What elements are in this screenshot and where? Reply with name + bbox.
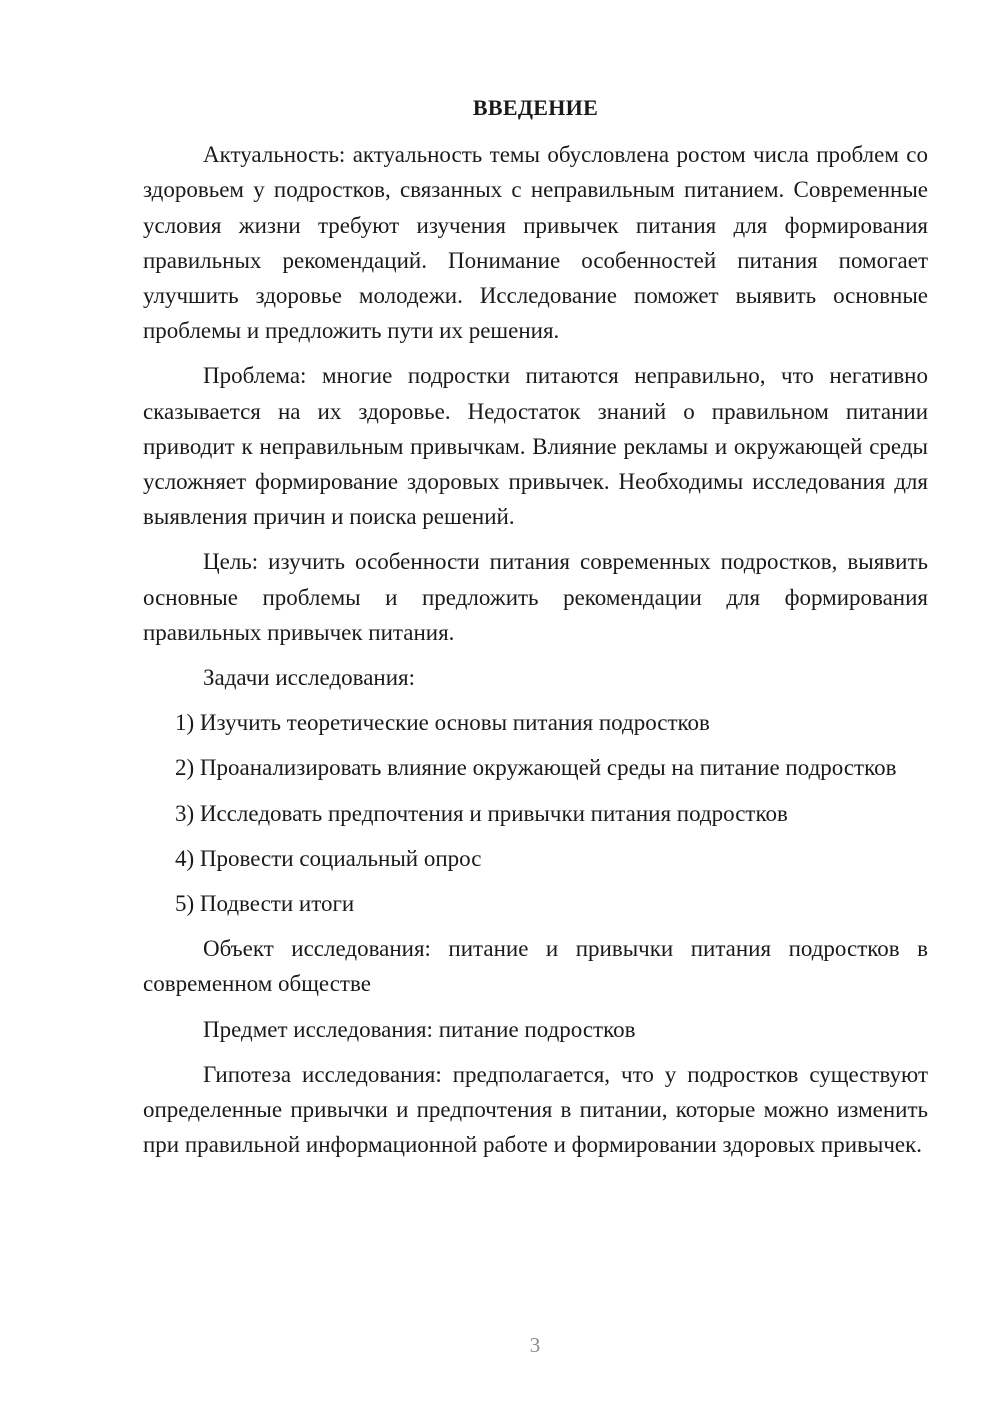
tasks-heading: Задачи исследования: (203, 665, 416, 691)
task-item: 5) Подвести итоги (175, 891, 355, 917)
relevance-paragraph: Актуальность: актуальность темы обусловлена ростом числа проблем со здоровьем у подростков, связанных с неправильным питанием. Современные условия жизни требуют изучения привычек питания для формирования правильных рекомендаций. Понимание особенностей питания помогает улучшить здоровье молодежи. Исследование поможет выявить основные проблемы и предложить пути их решения. (143, 142, 928, 344)
page-number: 3 (529, 1333, 541, 1357)
problem-paragraph: Проблема: многие подростки питаются неправильно, что негативно сказывается на их здоровье. Недостаток знаний о правильном питании приводит к неправильным привычкам. Влияние рекламы и окружающей среды усложняет формирование здоровых привычек. Необходимы исследования для выявления причин и поиска решений. (143, 363, 928, 530)
task-item: 2) Проанализировать влияние окружающей среды на питание подростков (175, 755, 897, 781)
task-item: 1) Изучить теоретические основы питания подростков (175, 710, 710, 736)
document-page (143, 90, 928, 1172)
task-item: 4) Провести социальный опрос (175, 845, 482, 871)
object-paragraph: Объект исследования: питание и привычки питания подростков в современном обществе (143, 936, 928, 997)
subject-paragraph: Предмет исследования: питание подростков (203, 1016, 636, 1042)
hypothesis-paragraph: Гипотеза исследования: предполагается, что у подростков существуют определенные привычки и предпочтения в питании, которые можно изменить при правильной информационной работе и формировании здоровых привычек. (143, 1061, 928, 1158)
task-item: 3) Исследовать предпочтения и привычки питания подростков (175, 800, 788, 826)
section-heading: ВВЕДЕНИЕ (472, 95, 599, 120)
goal-paragraph: Цель: изучить особенности питания современных подростков, выявить основные проблемы и предложить рекомендации для формирования правильных привычек питания. (143, 549, 928, 645)
